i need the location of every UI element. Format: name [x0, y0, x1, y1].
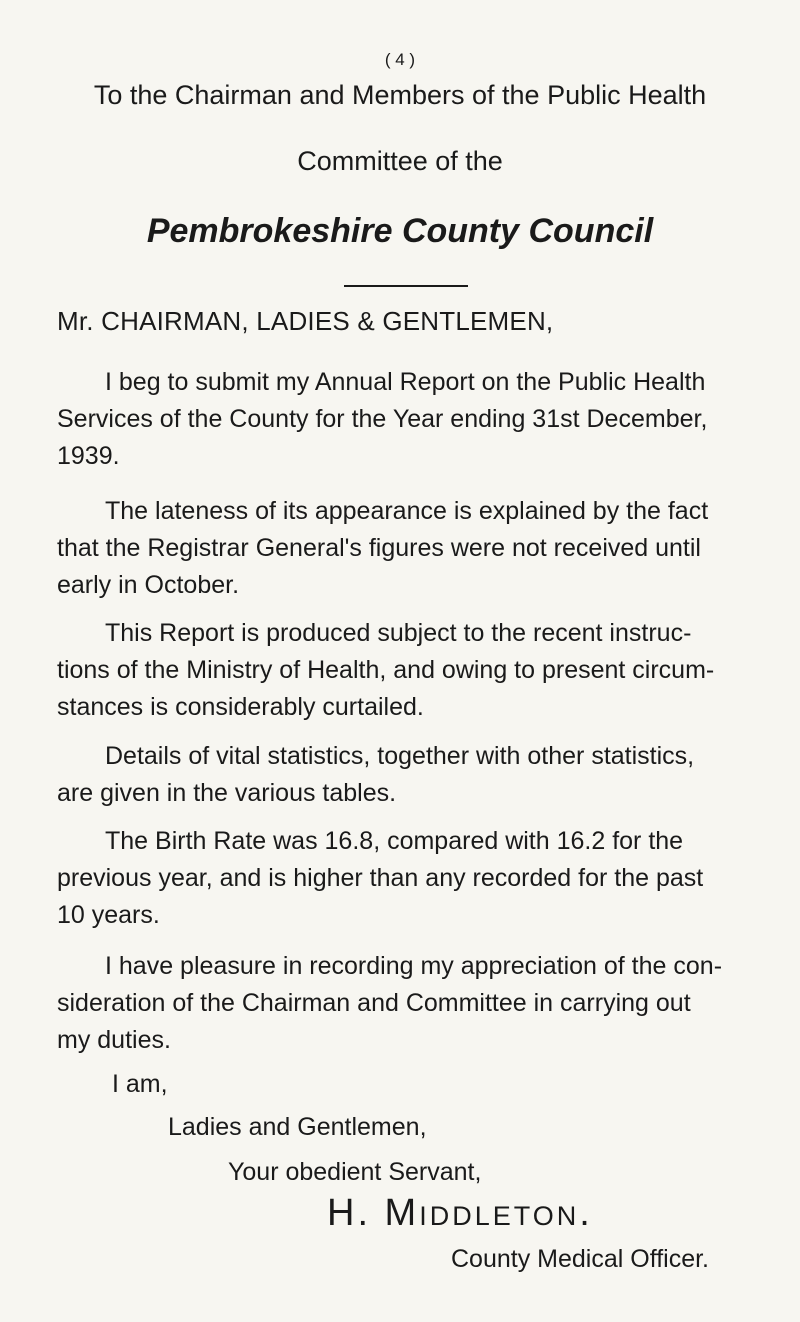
salutation: Mr. CHAIRMAN, LADIES & GENTLEMEN, [57, 306, 554, 336]
paragraph-line: that the Registrar General's figures were not received until [57, 534, 701, 562]
paragraph-line: sideration of the Chairman and Committee in carrying out [57, 989, 691, 1017]
paragraph-line: my duties. [57, 1026, 171, 1054]
closing-i-am: I am, [112, 1070, 168, 1098]
signature-title: County Medical Officer. [451, 1245, 709, 1273]
paragraph-line: This Report is produced subject to the recent instruc- [105, 619, 692, 647]
paragraph-line: The lateness of its appearance is explained by the fact [105, 497, 709, 525]
addressee-line: To the Chairman and Members of the Public Health [93, 80, 707, 110]
paragraph-line: are given in the various tables. [57, 779, 397, 807]
paragraph-line: 1939. [57, 442, 120, 470]
paragraph-line: Details of vital statistics, together with other statistics, [105, 742, 695, 770]
closing-ladies: Ladies and Gentlemen, [168, 1113, 427, 1141]
paragraph-appreciation [57, 948, 757, 1059]
council-title: Pembrokeshire County Council [146, 212, 654, 250]
paragraph-line: I have pleasure in recording my appreciation of the con- [105, 952, 723, 980]
paragraph-statistics [57, 738, 757, 812]
signature-name: H. Middleton. [327, 1192, 593, 1234]
page-number: ( 4 ) [384, 50, 416, 69]
paragraph-line: The Birth Rate was 16.8, compared with 16.2 for the [105, 827, 684, 855]
paragraph-line: early in October. [57, 571, 240, 599]
addressee-committee-line: Committee of the [297, 146, 503, 176]
paragraph-submission [57, 364, 757, 475]
divider-rule [344, 285, 468, 287]
paragraph-curtailed [57, 615, 757, 726]
paragraph-line: I beg to submit my Annual Report on the Public Health [105, 368, 706, 396]
paragraph-line: Services of the County for the Year ending 31st December, [57, 405, 708, 433]
paragraph-line: 10 years. [57, 901, 160, 929]
paragraph-birth-rate [57, 823, 757, 934]
paragraph-line: stances is considerably curtailed. [57, 693, 424, 721]
paragraph-line: tions of the Ministry of Health, and owing to present circum- [57, 656, 715, 684]
paragraph-line: previous year, and is higher than any recorded for the past [57, 864, 704, 892]
closing-servant: Your obedient Servant, [228, 1158, 482, 1186]
paragraph-lateness [57, 493, 757, 604]
